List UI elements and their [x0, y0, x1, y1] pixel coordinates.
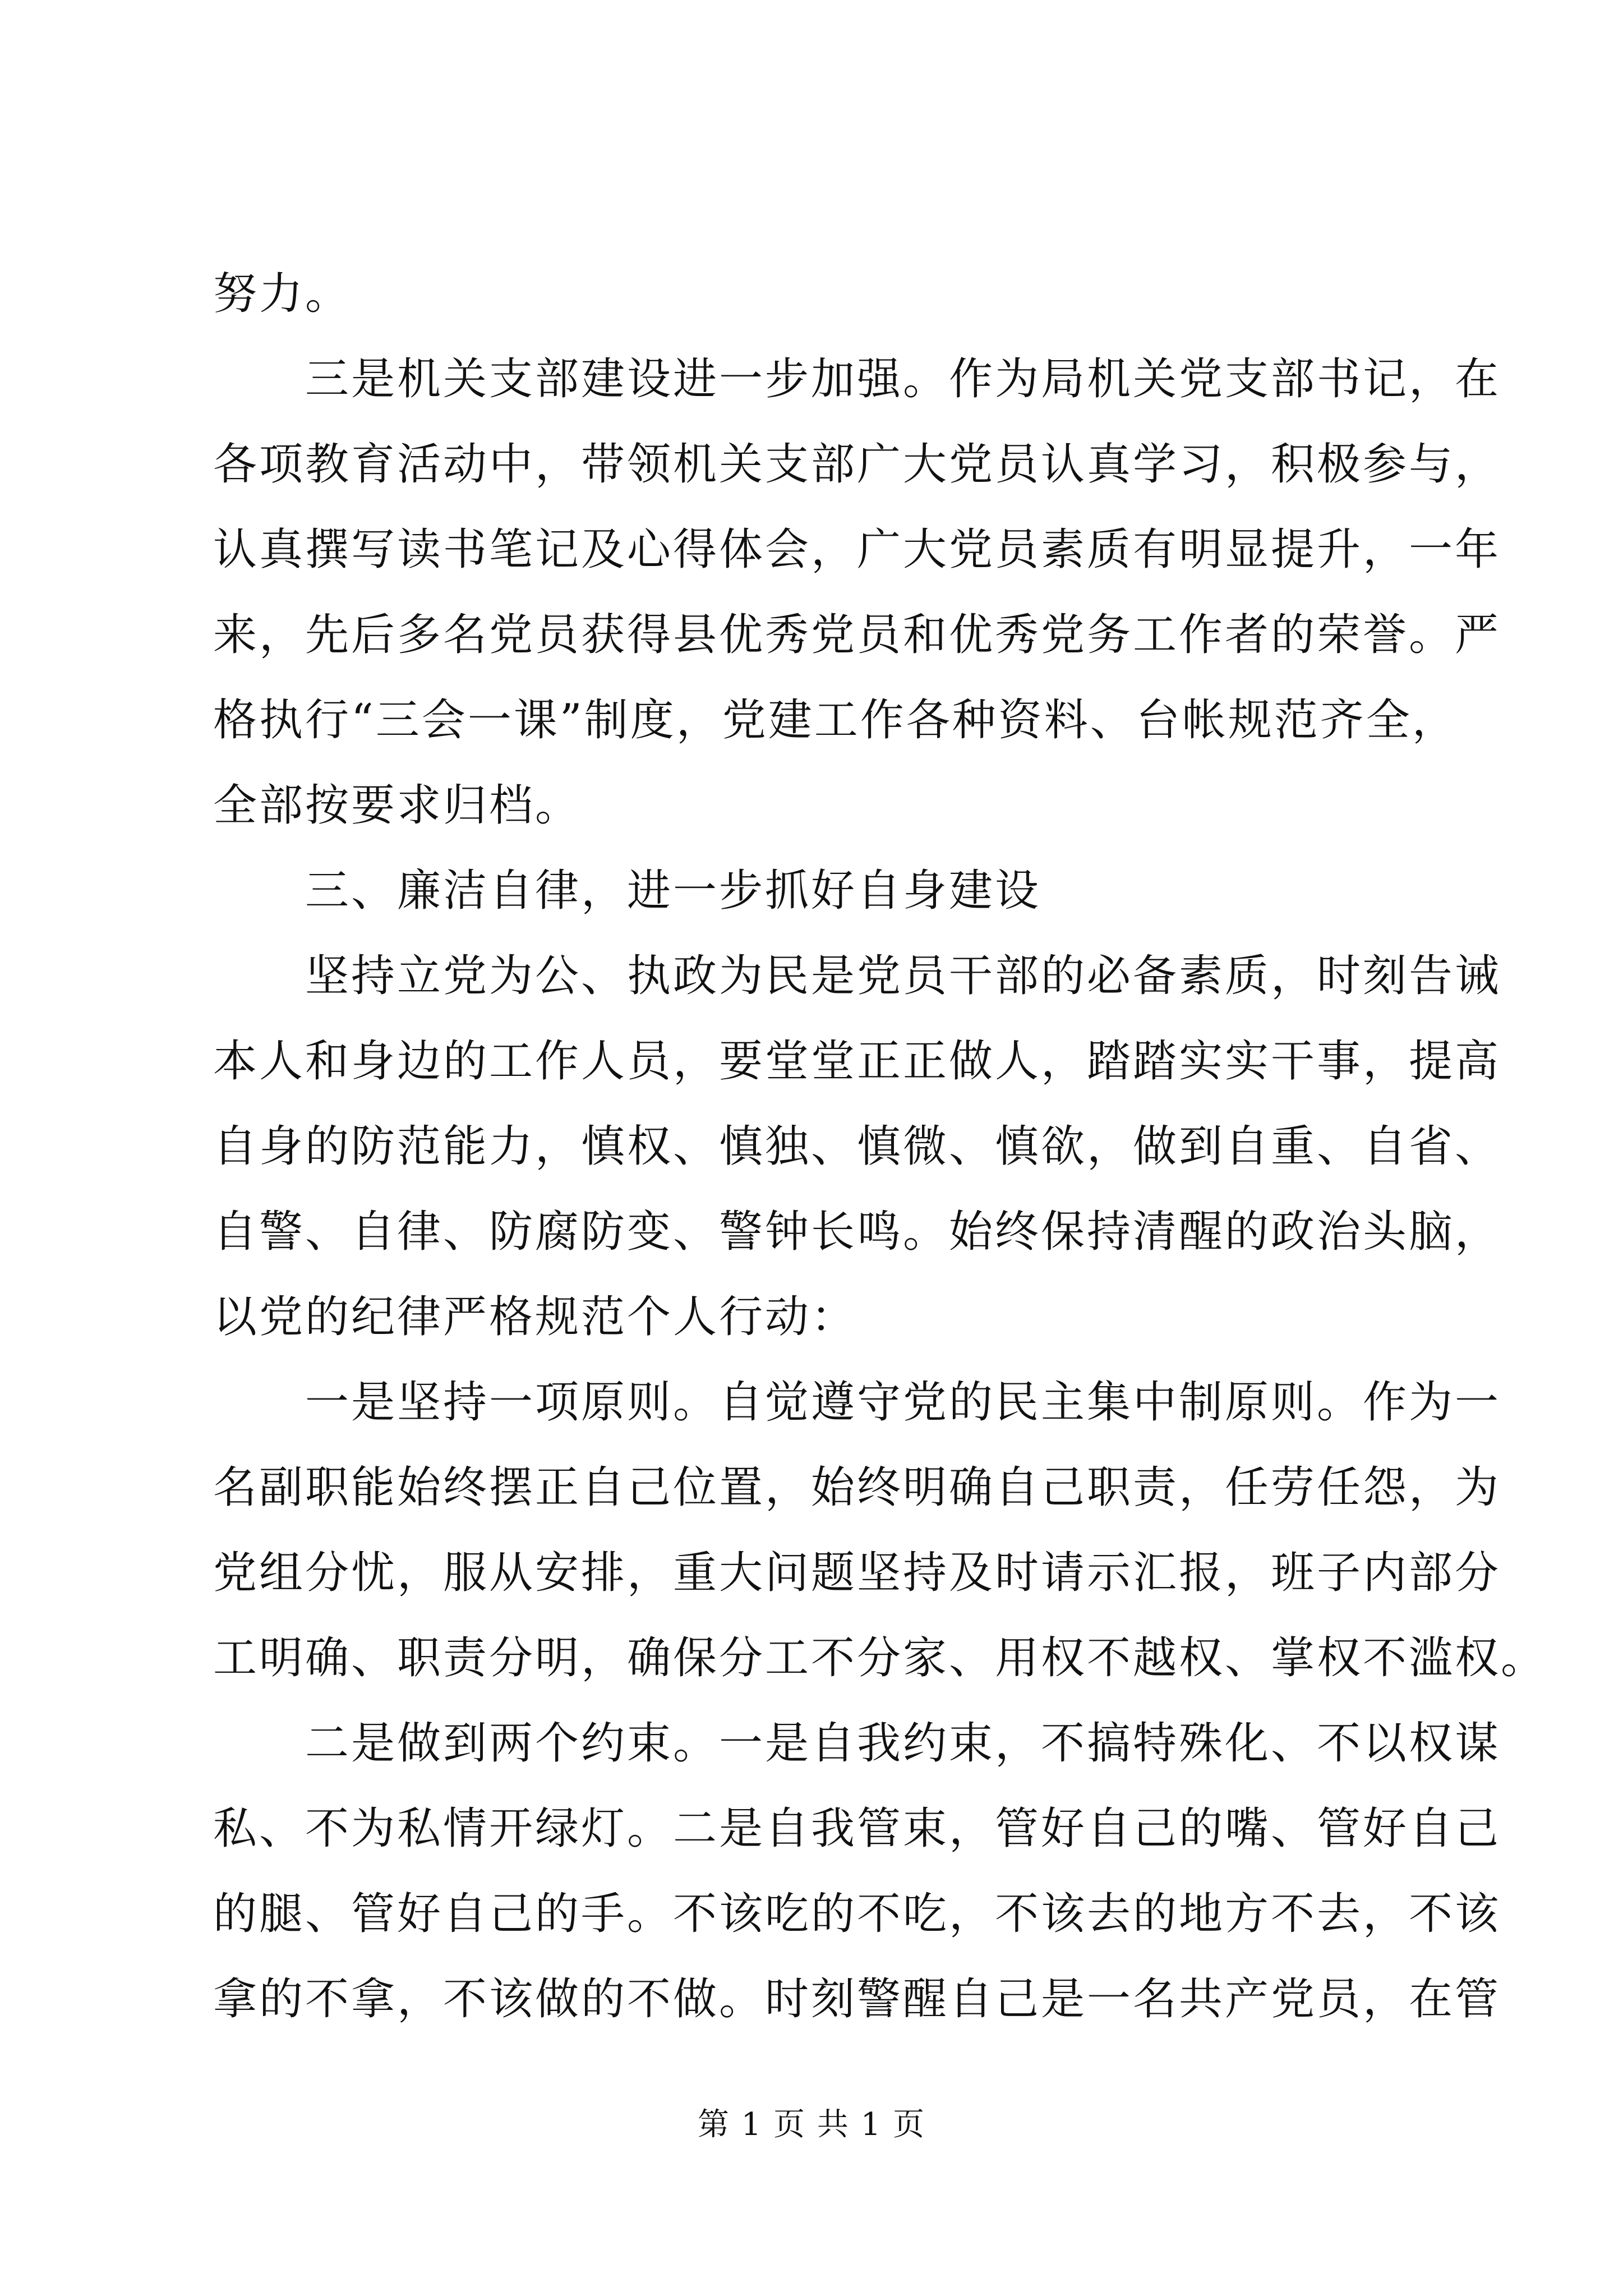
- text-line: 以党的纪律严格规范个人行动：: [213, 1292, 857, 1342]
- text-line: 私、不为私情开绿灯。二是自我管束，管好自己的嘴、管好自己: [213, 1803, 1501, 1854]
- text-line: 本人和身边的工作人员，要堂堂正正做人，踏踏实实干事，提高: [213, 1036, 1501, 1087]
- text-line: 坚持立党为公、执政为民是党员干部的必备素质，时刻告诫: [305, 951, 1501, 1001]
- text-line: 拿的不拿，不该做的不做。时刻警醒自己是一名共产党员，在管: [213, 1974, 1501, 2024]
- text-line: 全部按要求归档。: [213, 780, 582, 831]
- page-number-footer: 第 1 页 共 1 页: [697, 2106, 926, 2143]
- text-line: 的腿、管好自己的手。不该吃的不吃，不该去的地方不去，不该: [213, 1889, 1501, 1939]
- text-line: 认真撰写读书笔记及心得体会，广大党员素质有明显提升，一年: [213, 524, 1501, 575]
- section-heading: 三、廉洁自律，进一步抓好自身建设: [305, 866, 1041, 916]
- text-line: 工明确、职责分明，确保分工不分家、用权不越权、掌权不滥权。: [213, 1633, 1547, 1683]
- text-line: 一是坚持一项原则。自觉遵守党的民主集中制原则。作为一: [305, 1377, 1501, 1428]
- text-line: 各项教育活动中，带领机关支部广大党员认真学习，积极参与，: [213, 439, 1501, 490]
- text-line: 自警、自律、防腐防变、警钟长鸣。始终保持清醒的政治头脑，: [213, 1207, 1501, 1257]
- text-line: 党组分忧，服从安排，重大问题坚持及时请示汇报，班子内部分: [213, 1548, 1501, 1598]
- text-line: 名副职能始终摆正自己位置，始终明确自己职责，任劳任怨，为: [213, 1462, 1501, 1513]
- document-body: [213, 251, 1547, 2042]
- text-line: 来，先后多名党员获得县优秀党员和优秀党务工作者的荣誉。严: [213, 610, 1501, 660]
- text-line: 二是做到两个约束。一是自我约束，不搞特殊化、不以权谋: [305, 1718, 1501, 1769]
- text-line: 努力。: [213, 269, 352, 319]
- text-line: 三是机关支部建设进一步加强。作为局机关党支部书记，在: [305, 354, 1501, 404]
- text-line: 自身的防范能力，慎权、慎独、慎微、慎欲，做到自重、自省、: [213, 1121, 1501, 1172]
- text-line: 格执行“三会一课”制度，党建工作各种资料、台帐规范齐全，: [213, 695, 1458, 746]
